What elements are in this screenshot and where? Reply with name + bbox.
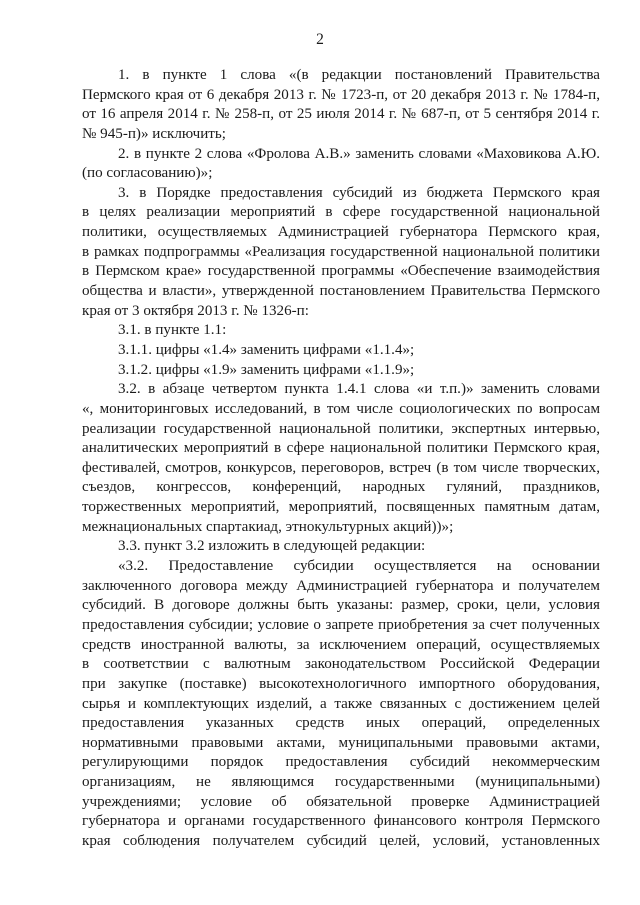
text-line: 3.1.2. цифры «1.9» заменить цифрами «1.1.9»;: [118, 361, 415, 378]
text-line: предоставления субсидии; условие о запрете приобретения за счет полученных: [82, 616, 600, 633]
text-line: учреждениями; условие об обязательной проверке Администрацией: [82, 793, 600, 810]
text-line: 3.3. пункт 3.2 изложить в следующей редакции:: [118, 538, 426, 555]
text-line: 3.1.1. цифры «1.4» заменить цифрами «1.1.4»;: [118, 341, 415, 358]
text-line: № 945-п)» исключить;: [82, 125, 226, 142]
text-line: заключенного договора между Администрацией губернатора и получателем: [82, 577, 600, 594]
text-line: «, мониторинговых исследований, в том числе социологических по вопросам: [82, 400, 600, 417]
text-line: торжественных мероприятий, мероприятий, посвященных памятным датам,: [82, 499, 600, 516]
text-line: политики, осуществляемых Администрацией губернатора Пермского края,: [82, 224, 600, 241]
text-line: аналитических мероприятий в сфере национальной политики Пермского края,: [82, 440, 600, 457]
text-line: межнациональных спартакиад, этнокультурных акций))»;: [82, 518, 454, 535]
text-line: средств иностранной валюты, за исключением операций, осуществляемых: [82, 636, 600, 653]
text-line: Пермского края от 6 декабря 2013 г. № 1723-п, от 20 декабря 2013 г. № 1784-п,: [82, 86, 600, 103]
text-line: субсидий. В договоре должны быть указаны: размер, сроки, цели, условия: [82, 597, 600, 614]
text-line: нормативными правовыми актами, муниципальными правовыми актами,: [82, 734, 600, 751]
page-number: 2: [316, 31, 324, 48]
text-line: края от 3 октября 2013 г. № 1326-п:: [82, 302, 309, 319]
text-line: 2. в пункте 2 слова «Фролова А.В.» заменить словами «Маховикова А.Ю.: [118, 145, 600, 162]
text-line: в Пермском крае» государственной программы «Обеспечение взаимодействия: [82, 263, 600, 280]
text-line: реализации государственной национальной политики, экспертных интервью,: [82, 420, 600, 437]
text-line: в рамках подпрограммы «Реализация государственной национальной политики: [82, 243, 600, 260]
text-line: фестивалей, смотров, конкурсов, переговоров, встреч (в том числе творческих,: [82, 459, 600, 476]
text-line: общества и власти», утвержденной постановлением Правительства Пермского: [82, 283, 600, 300]
text-line: регулирующими порядок предоставления субсидий некоммерческим: [82, 754, 600, 771]
text-line: от 16 апреля 2014 г. № 258-п, от 25 июля 2014 г. № 687-п, от 5 сентября 2014 г.: [82, 106, 600, 123]
text-line: при закупке (поставке) высокотехнологичного импортного оборудования,: [82, 675, 600, 692]
text-line: 3. в Порядке предоставления субсидий из бюджета Пермского края: [118, 184, 600, 201]
text-line: съездов, конгрессов, конференций, народных гуляний, праздников,: [82, 479, 600, 496]
text-line: в соответствии с валютным законодательством Российской Федерации: [82, 656, 600, 673]
text-line: 1. в пункте 1 слова «(в редакции постановлений Правительства: [118, 67, 600, 83]
text-line: в целях реализации мероприятий в сфере государственной национальной: [82, 204, 600, 221]
text-line: края соблюдения получателем субсидий целей, условий, установленных: [82, 832, 600, 849]
text-line: сырья и комплектующих изделий, а также связанных с достижением целей: [82, 695, 600, 712]
text-line: 3.2. в абзаце четвертом пункта 1.4.1 слова «и т.п.)» заменить словами: [118, 381, 600, 398]
text-line: губернатора и органами государственного финансового контроля Пермского: [82, 813, 600, 830]
document-body: [82, 66, 600, 852]
text-line: (по согласованию)»;: [82, 165, 213, 182]
text-line: организациям, не являющимся государственными (муниципальными): [82, 774, 600, 791]
text-line: «3.2. Предоставление субсидии осуществляется на основании: [118, 558, 600, 575]
text-line: предоставления указанных средств иных операций, определенных: [82, 715, 600, 732]
text-line: 3.1. в пункте 1.1:: [118, 322, 227, 339]
